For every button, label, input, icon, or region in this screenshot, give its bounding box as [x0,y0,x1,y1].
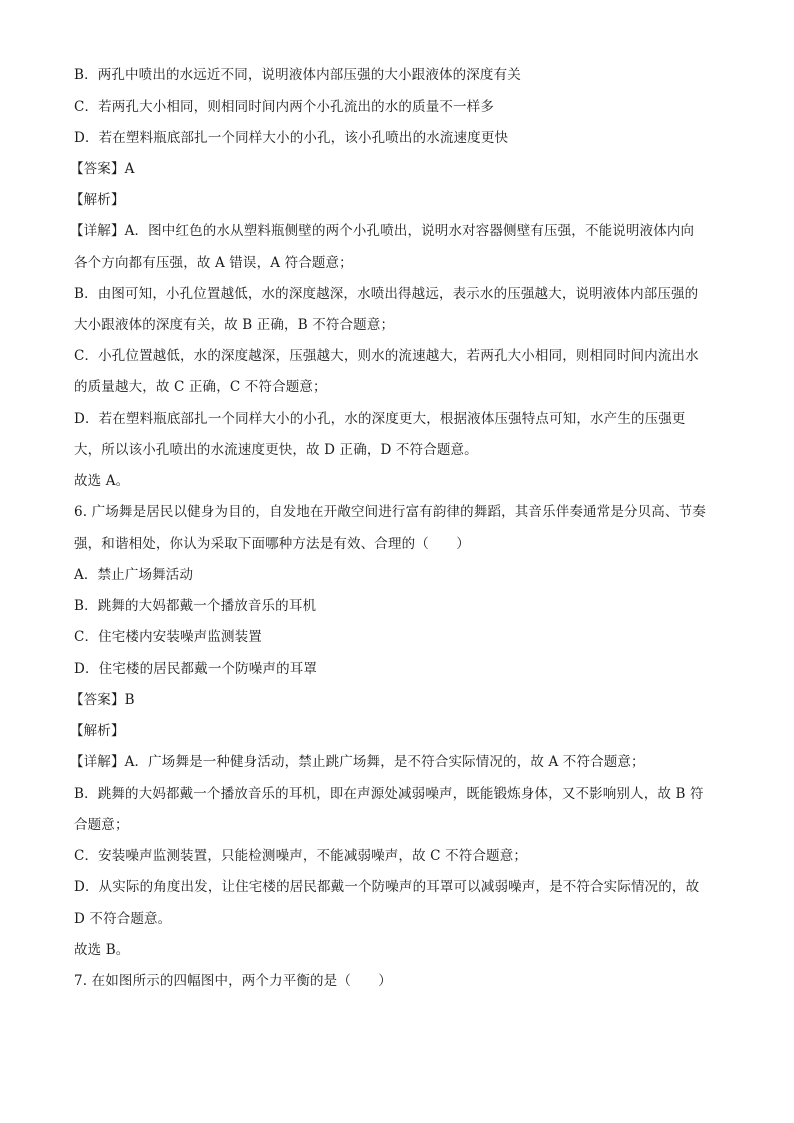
q6-detail-c: C．安装噪声监测装置，只能检测噪声，不能减弱噪声，故 C 不符合题意； [74,848,527,864]
q6-option-c: C．住宅楼内安装噪声监测装置 [74,629,262,645]
q5-detail-d-line1: D．若在塑料瓶底部扎一个同样大小的小孔，水的深度更大，根据液体压强特点可知，水产生的压强更 [74,411,686,427]
q6-stem-line1: 6. 广场舞是居民以健身为目的，自发地在开敞空间进行富有韵律的舞蹈，其音乐伴奏通常是分贝高、节奏 [74,504,706,520]
q6-choose: 故选 B。 [74,942,130,958]
q5-answer-row [70,160,135,178]
q5-detail-a-line1 [70,222,694,240]
q5-detail-label: 【详解】 [70,223,125,239]
q6-detail-b-line2: 合题意； [74,817,129,833]
q6-option-b: B．跳舞的大妈都戴一个播放音乐的耳机 [74,598,317,614]
q6-detail-b-line1: B．跳舞的大妈都戴一个播放音乐的耳机，即在声源处减弱噪声，既能锻炼身体，又不影响别人，故 B 符 [74,786,704,802]
q5-answer-label: 【答案】 [70,161,125,177]
q5-detail-a-text: A．图中红色的水从塑料瓶侧壁的两个小孔喷出，说明水对容器侧壁有压强，不能说明液体内向 [124,223,695,239]
q6-detail-label: 【详解】 [70,754,125,770]
q5-analysis-label: 【解析】 [70,192,125,208]
q6-detail-a-text: A．广场舞是一种健身活动，禁止跳广场舞，是不符合实际情况的，故 A 不符合题意； [124,754,645,770]
q5-detail-a-line2: 各个方向都有压强，故 A 错误，A 符合题意； [74,255,353,271]
q5-detail-b-line1: B．由图可知，小孔位置越低，水的深度越深，水喷出得越远，表示水的压强越大，说明液体内部压强的 [74,286,699,302]
q6-option-a: A．禁止广场舞活动 [74,567,194,583]
q6-analysis-label: 【解析】 [70,723,125,739]
q6-detail-d-line1: D．从实际的角度出发，让住宅楼的居民都戴一个防噪声的耳罩可以减弱噪声，是不符合实际情况的，故 [74,879,700,895]
q6-detail-a-line [70,753,645,771]
q5-option-c: C．若两孔大小相同，则相同时间内两个小孔流出的水的质量不一样多 [74,99,494,115]
q7-stem: 7. 在如图所示的四幅图中，两个力平衡的是（ ） [74,973,392,989]
q5-detail-b-line2: 大小跟液体的深度有关，故 B 正确，B 不符合题意； [74,317,395,333]
q5-option-d: D．若在塑料瓶底部扎一个同样大小的小孔，该小孔喷出的水流速度更快 [74,130,509,146]
q6-answer-label: 【答案】 [70,692,125,708]
q5-detail-d-line2: 大，所以该小孔喷出的水流速度更快，故 D 正确，D 不符合题意。 [74,442,478,458]
q5-detail-c-line1: C．小孔位置越低，水的深度越深，压强越大，则水的流速越大，若两孔大小相同，则相同时间内流出水 [74,348,699,364]
q6-answer-row [70,691,135,709]
q5-choose: 故选 A。 [74,473,130,489]
q6-detail-d-line2: D 不符合题意。 [74,911,172,927]
q6-option-d: D．住宅楼的居民都戴一个防噪声的耳罩 [74,661,318,677]
q5-answer-value: A [124,161,135,177]
q5-option-b: B．两孔中喷出的水远近不同，说明液体内部压强的大小跟液体的深度有关 [74,67,521,83]
q6-stem-line2: 强，和谐相处，你认为采取下面哪种方法是有效、合理的（ ） [74,536,470,552]
q6-answer-value: B [124,692,135,708]
q5-detail-c-line2: 的质量越大，故 C 正确，C 不符合题意； [74,379,327,395]
